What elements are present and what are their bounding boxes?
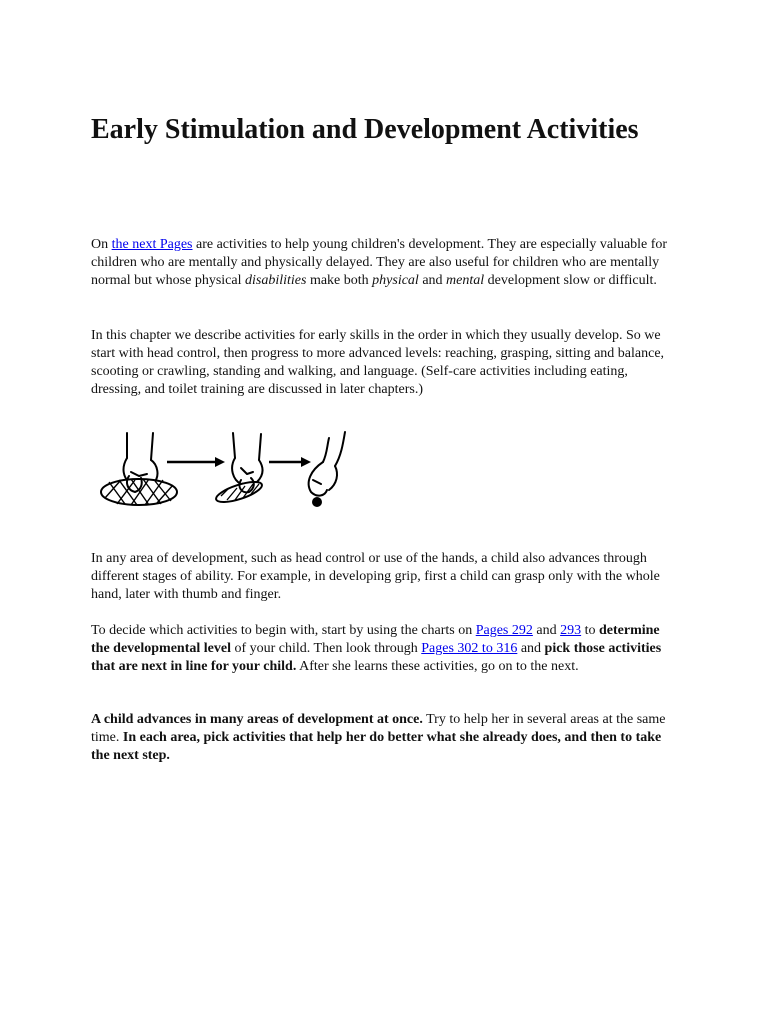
grasp-stages-icon [91,428,351,518]
p4-text1: To decide which activities to begin with, start by using the charts on [91,623,473,638]
physical-emphasis: physical [372,273,419,288]
page-293-link[interactable]: 293 [560,623,582,638]
p1-text3: development slow or difficult. [487,273,657,288]
stages-paragraph: In any area of development, such as head control or use of the hands, a child also advances through different stages of ability. For example, in developing grip, first a child can grasp only with the whole hand, later with thumb and finger. [91,551,660,602]
p1-on: On [91,237,109,252]
p4-text3: After she learns these activities, go on to the next. [299,659,579,674]
p4-and2: and [520,641,542,656]
page-title: Early Stimulation and Development Activities [91,114,639,145]
p4-text2: of your child. Then look through [234,641,418,656]
p1-text2: make both [309,273,369,288]
disabilities-emphasis: disabilities [244,273,307,288]
pages-292-link[interactable]: Pages 292 [475,623,533,638]
p4-to: to [584,623,596,638]
pick-activities-bold: pick those activities that are next in line for your child. [91,641,662,674]
next-pages-link[interactable]: the next Pages [111,237,193,252]
intro-paragraph [91,236,681,290]
mental-emphasis: mental [446,273,485,288]
p1-text1: are activities to help young children's development. They are especially valuable for children who are mentally and physically delayed. They are also useful for children who are mentally normal but whose physical [91,237,668,288]
chapter-overview-paragraph: In this chapter we describe activities for early skills in the order in which they usually develop. So we start with head control, then progress to more advanced levels: reaching, grasping, sitting and balance, scooting or crawling, standing and walking, and language. (Self-care activities including eating, dressing, and toilet training are discussed in later chapters.) [91,328,665,397]
activity-selection-paragraph [91,622,681,676]
many-areas-bold: A child advances in many areas of development at once. [91,712,423,727]
p5-text1: Try to help her in several areas at the same time. [91,712,666,745]
p4-and1: and [536,623,557,638]
p1-and: and [422,273,443,288]
next-step-bold: In each area, pick activities that help her do better what she already does, and then to take the next step. [91,730,662,763]
grasp-development-illustration [91,428,351,518]
many-areas-paragraph [91,711,681,765]
pages-302-316-link[interactable]: Pages 302 to 316 [421,641,518,656]
developmental-level-bold: determine the developmental level [91,623,660,656]
